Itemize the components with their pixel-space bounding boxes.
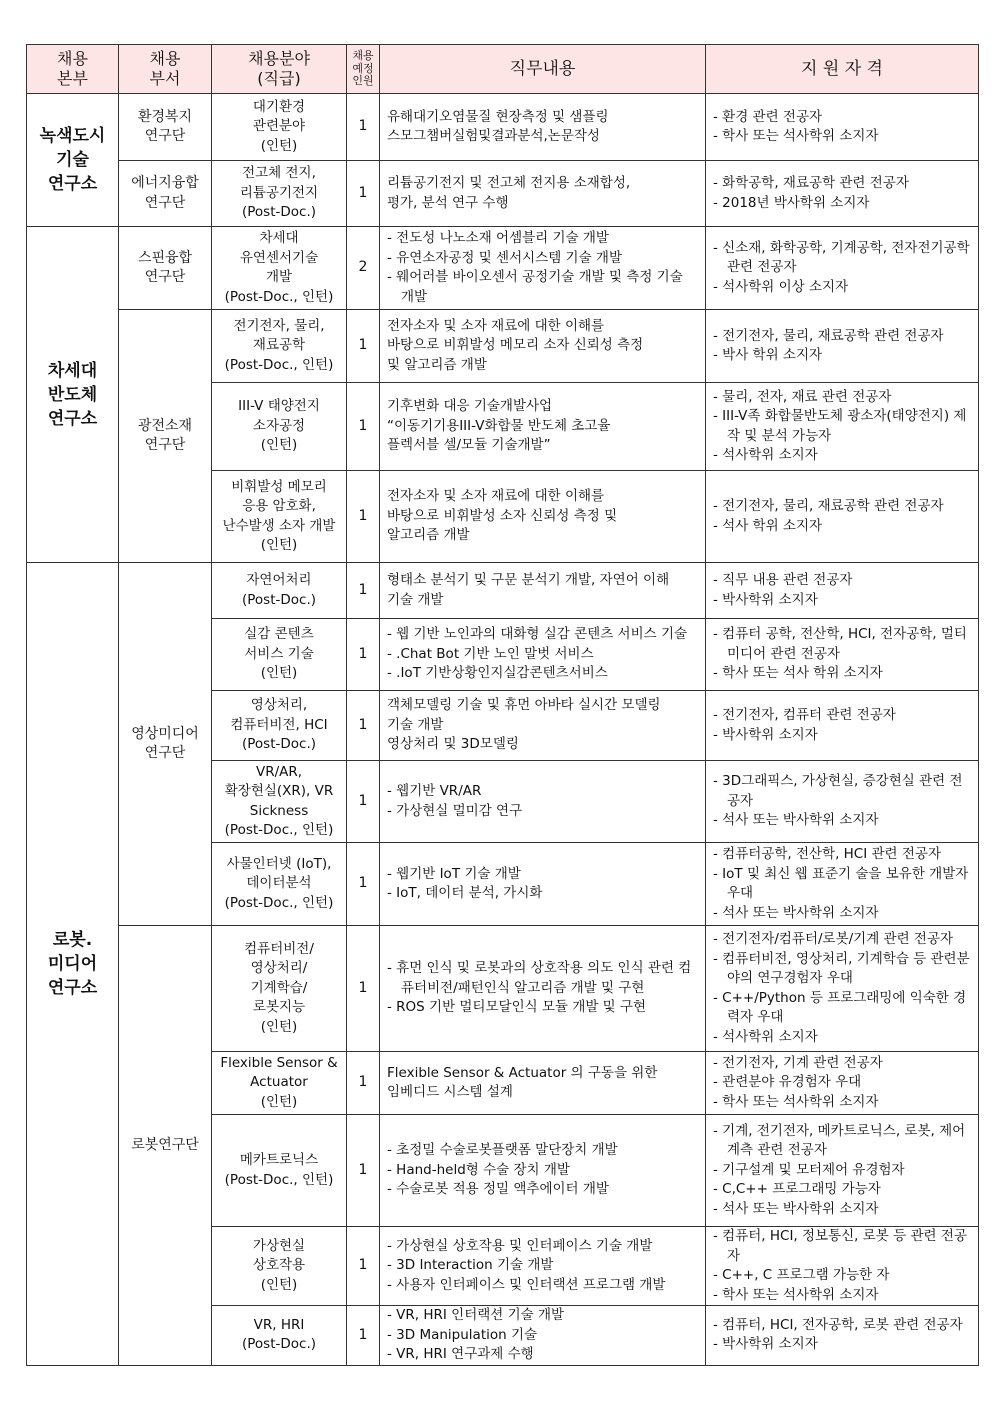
count-cell: 2 — [347, 227, 380, 310]
duty-item: - 가상현실 멀미감 연구 — [387, 802, 523, 819]
division-cell: 로봇. 미디어 연구소 — [27, 563, 119, 1366]
table-row — [27, 563, 979, 619]
count-cell: 1 — [347, 1306, 380, 1366]
qualification-item: - 전기전자, 물리, 재료공학 관련 전공자 — [713, 498, 944, 514]
duty-item: 전자소자 및 소자 재료에 대한 이해를 — [387, 488, 605, 505]
field-cell: VR/AR, 확장현실(XR), VR Sickness (Post-Doc., 인턴) — [212, 761, 347, 843]
qualification-item: - 박사학위 소지자 — [713, 726, 818, 743]
department-cell: 로봇연구단 — [119, 926, 212, 1366]
qualification-item: - 석사학위 이상 소지자 — [713, 278, 849, 295]
duty-item: 기술 개발 — [387, 591, 444, 608]
qualification-item: - 컴퓨터, HCI, 전자공학, 로봇 관련 전공자 — [713, 1316, 963, 1333]
department-cell: 영상미디어 연구단 — [119, 563, 212, 926]
duty-item: - .Chat Bot 기반 노인 말벗 서비스 — [387, 645, 594, 662]
department-cell: 에너지융합 연구단 — [119, 161, 212, 227]
header-count: 채용 예정 인원 — [347, 45, 380, 94]
department-cell: 광전소재 연구단 — [119, 310, 212, 563]
duties-cell — [380, 1115, 706, 1227]
qualifications-cell — [706, 471, 979, 563]
duty-item: 영상처리 및 3D모델링 — [387, 736, 519, 753]
duty-item: - VR, HRI 연구과제 수행 — [387, 1346, 534, 1362]
qualification-item: - 컴퓨터 공학, 전산학, HCI, 전자공학, 멀티미디어 관련 전공자 — [713, 626, 967, 662]
field-cell: 메카트로닉스 (Post-Doc., 인턴) — [212, 1115, 347, 1227]
qualification-item: - 석사학위 소지자 — [713, 447, 818, 463]
qualification-item: - III-V족 화합물반도체 광소자(태양전지) 제작 및 분석 가능자 — [713, 408, 967, 444]
duty-item: - 웹기반 IoT 기술 개발 — [387, 865, 521, 882]
field-cell: 사물인터넷 (IoT), 데이터분석 (Post-Doc., 인턴) — [212, 843, 347, 926]
duty-item: 스모그챔버실험및결과분석,논문작성 — [387, 128, 600, 144]
duty-item: - 초정밀 수술로봇플랫폼 말단장치 개발 — [387, 1142, 618, 1159]
qualification-item: - 박사학위 소지자 — [713, 591, 818, 608]
qualifications-cell — [706, 161, 979, 227]
duty-item: - 휴먼 인식 및 로봇과의 상호작용 의도 인식 관련 컴퓨터비전/패턴인식 알고리즘 개발 및 구현 — [387, 960, 692, 996]
duty-item: - 3D Interaction 기술 개발 — [387, 1257, 554, 1274]
duty-item: - 수술로봇 적용 정밀 액추에이터 개발 — [387, 1181, 609, 1198]
qualifications-cell — [706, 761, 979, 843]
table-row — [27, 161, 979, 227]
duty-item: - 3D Manipulation 기술 — [387, 1326, 538, 1343]
duties-cell — [380, 94, 706, 161]
qualification-item: - IoT 및 최신 웹 표준기 술을 보유한 개발자 우대 — [713, 865, 969, 901]
header-division: 채용 본부 — [27, 45, 119, 94]
qualifications-cell — [706, 1306, 979, 1366]
qualification-item: - 학사 또는 석사학위 소지자 — [713, 128, 879, 144]
duty-item: - Hand-held형 수술 장치 개발 — [387, 1161, 570, 1178]
duties-cell — [380, 1227, 706, 1306]
qualification-item: - 석사 학위 소지자 — [713, 517, 823, 534]
header-qualifications: 지 원 자 격 — [706, 45, 979, 94]
duty-item: - 사용자 인터페이스 및 인터랙션 프로그램 개발 — [387, 1276, 666, 1293]
duty-item: 및 알고리즘 개발 — [387, 356, 487, 373]
qualification-item: - C++, C 프로그램 가능한 자 — [713, 1267, 890, 1283]
duty-item: 유해대기오염물질 현장측정 및 샘플링 — [387, 108, 609, 125]
qualifications-cell — [706, 383, 979, 471]
qualification-item: - 3D그래픽스, 가상현실, 증강현실 관련 전공자 — [713, 773, 963, 809]
field-cell: 전고체 전지, 리튬공기전지 (Post-Doc.) — [212, 161, 347, 227]
qualifications-cell — [706, 563, 979, 619]
division-cell: 녹색도시 기술 연구소 — [27, 94, 119, 227]
duties-cell — [380, 619, 706, 691]
duties-cell — [380, 563, 706, 619]
field-cell: 실감 콘텐츠 서비스 기술 (인턴) — [212, 619, 347, 691]
qualifications-cell — [706, 227, 979, 310]
count-cell: 1 — [347, 471, 380, 563]
count-cell: 1 — [347, 1115, 380, 1227]
count-cell: 1 — [347, 691, 380, 761]
count-cell: 1 — [347, 563, 380, 619]
duty-item: - 웹 기반 노인과의 대화형 실감 콘텐츠 서비스 기술 — [387, 626, 688, 643]
duty-item: - IoT, 데이터 분석, 가시화 — [387, 885, 543, 901]
table-row — [27, 227, 979, 310]
duty-item: 임베디드 시스템 설계 — [387, 1084, 513, 1100]
count-cell: 1 — [347, 619, 380, 691]
qualification-item: - 학사 또는 석사학위 소지자 — [713, 1286, 879, 1303]
field-cell: III-V 태양전지 소자공정 (인턴) — [212, 383, 347, 471]
qualification-item: - 직무 내용 관련 전공자 — [713, 572, 853, 588]
duties-cell — [380, 1306, 706, 1366]
field-cell: 차세대 유연센서기술 개발 (Post-Doc., 인턴) — [212, 227, 347, 310]
field-cell: VR, HRI (Post-Doc.) — [212, 1306, 347, 1366]
duties-cell — [380, 843, 706, 926]
qualifications-cell — [706, 1115, 979, 1227]
division-cell: 차세대 반도체 연구소 — [27, 227, 119, 563]
duties-cell — [380, 310, 706, 383]
table-row — [27, 94, 979, 161]
duty-item: 형태소 분석기 및 구문 분석기 개발, 자연어 이해 — [387, 572, 670, 588]
duty-item: 기후변화 대응 기술개발사업 — [387, 398, 553, 415]
duty-item: 바탕으로 비휘발성 메모리 소자 신뢰성 측정 — [387, 337, 644, 354]
qualification-item: - 환경 관련 전공자 — [713, 108, 823, 125]
duty-item: 전자소자 및 소자 재료에 대한 이해를 — [387, 317, 605, 334]
duty-item: Flexible Sensor & Actuator 의 구동을 위한 — [387, 1064, 658, 1081]
duties-cell — [380, 761, 706, 843]
qualification-item: - 박사학위 소지자 — [713, 1336, 818, 1353]
duty-item: - 가상현실 상호작용 및 인터페이스 기술 개발 — [387, 1237, 653, 1254]
department-cell: 스핀융합 연구단 — [119, 227, 212, 310]
qualification-item: - 석사 또는 박사학위 소지자 — [713, 1200, 879, 1217]
duty-item: 알고리즘 개발 — [387, 527, 470, 544]
duty-item: - 웨어러블 바이오센서 공정기술 개발 및 측정 기술 개발 — [387, 269, 683, 305]
duty-item: - 유연소자공정 및 센서시스템 기술 개발 — [387, 249, 622, 266]
duty-item: - VR, HRI 인터랙션 기술 개발 — [387, 1307, 565, 1323]
qualification-item: - 컴퓨터, HCI, 정보통신, 로봇 등 관련 전공자 — [713, 1228, 967, 1264]
qualification-item: - 전기전자, 컴퓨터 관련 전공자 — [713, 707, 896, 723]
duty-item: - .IoT 기반상황인지실감콘텐츠서비스 — [387, 665, 608, 682]
duty-item: 플렉서블 셀/모듈 기술개발” — [387, 437, 551, 454]
header-duties: 직무내용 — [380, 45, 706, 94]
qualifications-cell — [706, 843, 979, 926]
duties-cell — [380, 161, 706, 227]
duties-cell — [380, 471, 706, 563]
count-cell: 1 — [347, 94, 380, 161]
qualification-item: - 컴퓨터공학, 전산학, HCI 관련 전공자 — [713, 846, 942, 862]
count-cell: 1 — [347, 310, 380, 383]
duty-item: - 전도성 나노소재 어셈블리 기술 개발 — [387, 230, 609, 246]
qualification-item: - 기구설계 및 모터제어 유경험자 — [713, 1161, 905, 1178]
count-cell: 1 — [347, 843, 380, 926]
qualification-item: - 컴퓨터비전, 영상처리, 기계학습 등 관련분야의 연구경험자 우대 — [713, 950, 970, 986]
qualification-item: - 석사 또는 박사학위 소지자 — [713, 812, 879, 829]
duties-cell — [380, 691, 706, 761]
duty-item: - ROS 기반 멀티모달인식 모듈 개발 및 구현 — [387, 999, 647, 1016]
duty-item: “이동기기용III-V화합물 반도체 초고율 — [387, 417, 611, 434]
table-row — [27, 310, 979, 383]
duty-item: 바탕으로 비휘발성 소자 신뢰성 측정 및 — [387, 507, 618, 524]
duties-cell — [380, 1052, 706, 1115]
field-cell: Flexible Sensor & Actuator (인턴) — [212, 1052, 347, 1115]
qualification-item: - 물리, 전자, 재료 관련 전공자 — [713, 388, 892, 405]
count-cell: 1 — [347, 761, 380, 843]
count-cell: 1 — [347, 1227, 380, 1306]
field-cell: 전기전자, 물리, 재료공학 (Post-Doc., 인턴) — [212, 310, 347, 383]
duties-cell — [380, 383, 706, 471]
header-field: 채용분야 (직급) — [212, 45, 347, 94]
department-cell: 환경복지 연구단 — [119, 94, 212, 161]
qualification-item: - 박사 학위 소지자 — [713, 347, 823, 363]
duty-item: - 웹기반 VR/AR — [387, 783, 482, 799]
field-cell: 대기환경 관련분야 (인턴) — [212, 94, 347, 161]
qualification-item: - C++/Python 등 프로그래밍에 익숙한 경력자 우대 — [713, 989, 967, 1025]
duty-item: 기술 개발 — [387, 716, 444, 733]
qualification-item: - 석사학위 소지자 — [713, 1028, 818, 1045]
count-cell: 1 — [347, 926, 380, 1052]
qualifications-cell — [706, 1052, 979, 1115]
field-cell: 비휘발성 메모리 응용 암호화, 난수발생 소자 개발 (인턴) — [212, 471, 347, 563]
duties-cell — [380, 926, 706, 1052]
duties-cell — [380, 227, 706, 310]
qualification-item: - 학사 또는 석사 학위 소지자 — [713, 665, 883, 682]
count-cell: 1 — [347, 1052, 380, 1115]
field-cell: 자연어처리 (Post-Doc.) — [212, 563, 347, 619]
field-cell: 컴퓨터비전/ 영상처리/ 기계학습/ 로봇지능 (인턴) — [212, 926, 347, 1052]
qualification-item: - 석사 또는 박사학위 소지자 — [713, 904, 879, 921]
qualification-item: - 신소재, 화학공학, 기계공학, 전자전기공학 관련 전공자 — [713, 239, 970, 276]
qualifications-cell — [706, 94, 979, 161]
recruitment-table — [26, 44, 979, 1366]
qualification-item: - C,C++ 프로그래밍 가능자 — [713, 1181, 881, 1198]
field-cell: 가상현실 상호작용 (인턴) — [212, 1227, 347, 1306]
duty-item: 객체모델링 기술 및 휴먼 아바타 실시간 모델링 — [387, 697, 661, 714]
qualification-item: - 화학공학, 재료공학 관련 전공자 — [713, 175, 909, 191]
qualifications-cell — [706, 1227, 979, 1306]
qualifications-cell — [706, 691, 979, 761]
table-row — [27, 926, 979, 1052]
count-cell: 1 — [347, 383, 380, 471]
qualification-item: - 전기전자, 물리, 재료공학 관련 전공자 — [713, 327, 944, 344]
count-cell: 1 — [347, 161, 380, 227]
qualification-item: - 관련분야 유경험자 우대 — [713, 1074, 862, 1091]
qualification-item: - 전기전자, 기계 관련 전공자 — [713, 1054, 883, 1071]
qualification-item: - 전기전자/컴퓨터/로봇/기계 관련 전공자 — [713, 931, 954, 947]
header-department: 채용 부서 — [119, 45, 212, 94]
header-row — [27, 45, 979, 94]
field-cell: 영상처리, 컴퓨터비전, HCI (Post-Doc.) — [212, 691, 347, 761]
duty-item: 평가, 분석 연구 수행 — [387, 194, 509, 211]
qualifications-cell — [706, 926, 979, 1052]
qualification-item: - 기계, 전기전자, 메카트로닉스, 로봇, 제어계측 관련 전공자 — [713, 1122, 966, 1159]
qualification-item: - 2018년 박사학위 소지자 — [713, 194, 870, 211]
qualification-item: - 학사 또는 석사학위 소지자 — [713, 1093, 879, 1110]
qualifications-cell — [706, 619, 979, 691]
qualifications-cell — [706, 310, 979, 383]
duty-item: 리튬공기전지 및 전고체 전지용 소재합성, — [387, 175, 631, 191]
